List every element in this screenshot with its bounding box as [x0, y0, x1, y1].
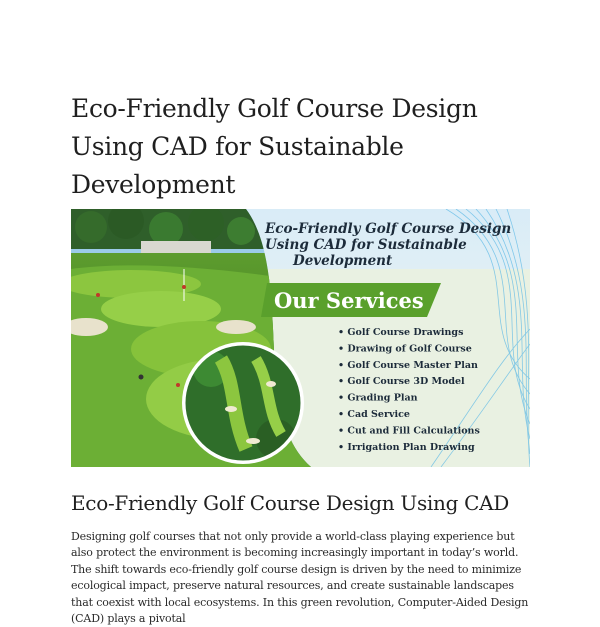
services-label: Our Services [274, 288, 424, 313]
banner-heading-line3: Development [293, 253, 393, 269]
service-item: • Grading Plan [338, 392, 418, 404]
intro-paragraph: Designing golf courses that not only provide a world-class playing experience but also protect the environment is becoming increasingly important in today’s world. The shift towards eco-friendly golf course design is driven by the need to minimize ecological impact, preserve natural resources, and create sustainable landscapes that coexist with local ecosystems. In this green revolution, Computer-Aided Design (CAD) plays a pivotal [71, 530, 529, 626]
service-item: • Drawing of Golf Course [338, 343, 472, 355]
service-item: • Irrigation Plan Drawing [338, 441, 475, 453]
section-heading: Eco-Friendly Golf Course Design Using CAD [71, 491, 510, 515]
banner-heading-line2: Using CAD for Sustainable [265, 237, 467, 253]
service-item: • Cad Service [338, 409, 410, 420]
service-item: • Golf Course Drawings [338, 327, 464, 338]
service-item: • Golf Course 3D Model [338, 376, 465, 388]
banner-image [71, 209, 530, 467]
service-item: • Cut and Fill Calculations [338, 425, 480, 437]
banner-heading-line1: Eco-Friendly Golf Course Design [265, 221, 512, 237]
service-item: • Golf Course Master Plan [338, 359, 478, 371]
page-title: Eco-Friendly Golf Course Design Using CAD for Sustainable Development [71, 94, 478, 199]
banner-graphic [71, 209, 530, 467]
